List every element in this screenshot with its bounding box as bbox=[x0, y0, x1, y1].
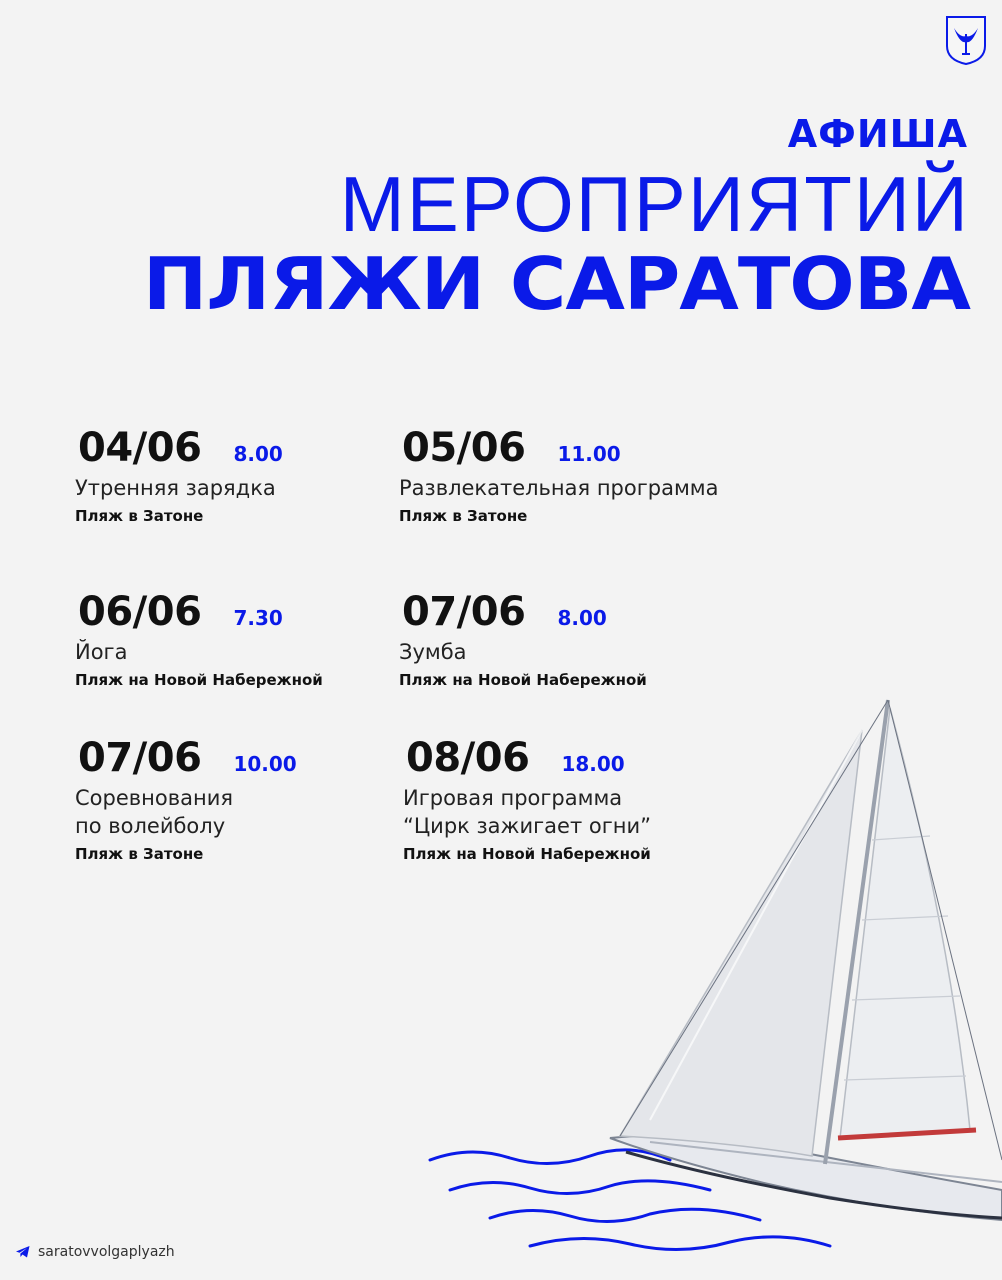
event-date: 06/06 bbox=[78, 589, 202, 635]
event-card bbox=[75, 735, 297, 863]
title-events: МЕРОПРИЯТИЙ bbox=[339, 160, 970, 248]
event-place: Пляж на Новой Набережной bbox=[75, 671, 323, 689]
sailboat-illustration bbox=[410, 690, 1002, 1280]
telegram-icon bbox=[16, 1246, 30, 1258]
event-date: 07/06 bbox=[78, 735, 202, 781]
event-place: Пляж на Новой Набережной bbox=[403, 845, 651, 863]
event-date: 05/06 bbox=[402, 425, 526, 471]
event-name: Зумба bbox=[399, 640, 467, 664]
event-place: Пляж в Затоне bbox=[399, 507, 528, 525]
event-name: Утренняя зарядка bbox=[75, 476, 276, 500]
saratov-emblem-icon bbox=[944, 14, 988, 66]
footer-handle[interactable] bbox=[16, 1244, 175, 1260]
event-time: 7.30 bbox=[233, 606, 283, 630]
event-name: Игровая программа “Цирк зажигает огни” bbox=[403, 786, 651, 838]
event-card bbox=[399, 589, 647, 689]
event-time: 8.00 bbox=[557, 606, 607, 630]
event-name: Йога bbox=[75, 640, 128, 664]
event-time: 18.00 bbox=[561, 752, 625, 776]
event-place: Пляж в Затоне bbox=[75, 507, 204, 525]
event-card bbox=[75, 589, 323, 689]
event-place: Пляж на Новой Набережной bbox=[399, 671, 647, 689]
event-date: 04/06 bbox=[78, 425, 202, 471]
event-time: 10.00 bbox=[233, 752, 297, 776]
event-place: Пляж в Затоне bbox=[75, 845, 204, 863]
title-beaches: ПЛЯЖИ САРАТОВА bbox=[142, 242, 970, 326]
event-time: 8.00 bbox=[233, 442, 283, 466]
event-time: 11.00 bbox=[557, 442, 621, 466]
social-handle: saratovvolgaplyazh bbox=[38, 1244, 175, 1260]
event-name: Соревнования по волейболу bbox=[75, 786, 233, 838]
event-card bbox=[75, 425, 283, 525]
event-date: 07/06 bbox=[402, 589, 526, 635]
event-date: 08/06 bbox=[406, 735, 530, 781]
title-afisha: АФИША bbox=[787, 112, 968, 156]
event-name: Развлекательная программа bbox=[399, 476, 719, 500]
event-card bbox=[399, 425, 719, 525]
